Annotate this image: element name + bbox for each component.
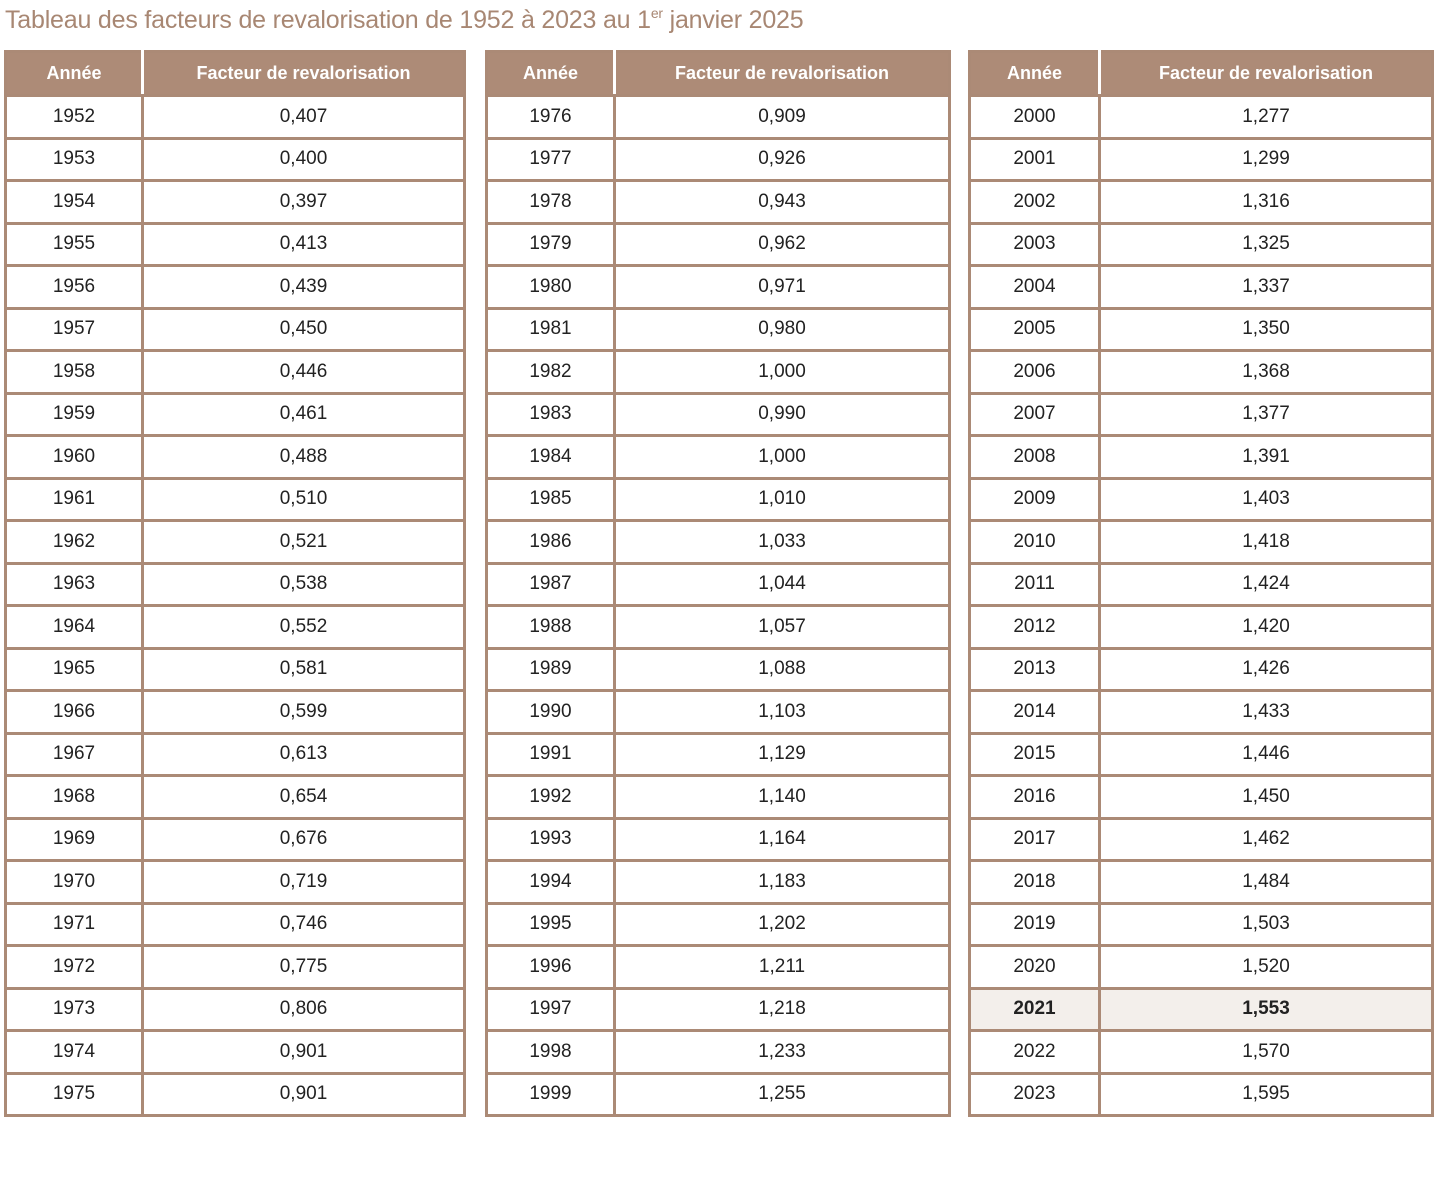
table-row (6, 96, 465, 139)
table-row (970, 988, 1433, 1031)
title-text-end: janvier 2025 (662, 6, 804, 34)
year-cell: 2018 (970, 861, 1100, 904)
year-cell: 1988 (487, 606, 615, 649)
table-row (6, 1073, 465, 1116)
year-cell: 2014 (970, 691, 1100, 734)
table-row (6, 351, 465, 394)
factor-cell: 0,413 (143, 223, 465, 266)
factor-cell: 0,510 (143, 478, 465, 521)
factor-cell: 0,806 (143, 988, 465, 1031)
year-cell: 1972 (6, 946, 143, 989)
year-cell: 2015 (970, 733, 1100, 776)
table-row (6, 308, 465, 351)
factor-cell: 1,233 (615, 1031, 950, 1074)
factor-cell: 0,407 (143, 96, 465, 139)
year-cell: 1958 (6, 351, 143, 394)
table-row (487, 351, 950, 394)
year-cell: 1963 (6, 563, 143, 606)
factor-cell: 1,570 (1100, 1031, 1433, 1074)
year-cell: 1954 (6, 181, 143, 224)
column-header-year: Année (487, 52, 615, 96)
year-cell: 2021 (970, 988, 1100, 1031)
table-row (970, 308, 1433, 351)
table-row (6, 818, 465, 861)
year-cell: 1978 (487, 181, 615, 224)
table-row (487, 691, 950, 734)
factor-cell: 1,337 (1100, 266, 1433, 309)
table-row (487, 1073, 950, 1116)
table-row (487, 946, 950, 989)
table-row (487, 861, 950, 904)
year-cell: 2011 (970, 563, 1100, 606)
year-cell: 2009 (970, 478, 1100, 521)
year-cell: 1998 (487, 1031, 615, 1074)
table-row (487, 181, 950, 224)
factor-cell: 1,424 (1100, 563, 1433, 606)
table-row (6, 1031, 465, 1074)
table-row (970, 266, 1433, 309)
year-cell: 1964 (6, 606, 143, 649)
table-row (6, 521, 465, 564)
year-cell: 1953 (6, 138, 143, 181)
year-cell: 1957 (6, 308, 143, 351)
factor-cell: 1,316 (1100, 181, 1433, 224)
factor-cell: 0,901 (143, 1073, 465, 1116)
factor-cell: 1,218 (615, 988, 950, 1031)
table-row (970, 946, 1433, 989)
factor-cell: 0,400 (143, 138, 465, 181)
year-cell: 1993 (487, 818, 615, 861)
year-cell: 1997 (487, 988, 615, 1031)
page-title (5, 6, 803, 35)
factor-cell: 0,581 (143, 648, 465, 691)
table-row (970, 436, 1433, 479)
table-row (970, 138, 1433, 181)
table-row (970, 1073, 1433, 1116)
title-superscript: er (650, 5, 663, 21)
table-row (6, 946, 465, 989)
factor-cell: 1,183 (615, 861, 950, 904)
year-cell: 1987 (487, 563, 615, 606)
factor-cell: 0,446 (143, 351, 465, 394)
table-row (487, 903, 950, 946)
factor-cell: 1,202 (615, 903, 950, 946)
factor-cell: 1,129 (615, 733, 950, 776)
factor-cell: 1,403 (1100, 478, 1433, 521)
table-row (6, 648, 465, 691)
year-cell: 2003 (970, 223, 1100, 266)
factor-cell: 1,446 (1100, 733, 1433, 776)
year-cell: 1980 (487, 266, 615, 309)
table-row (970, 903, 1433, 946)
table-row (6, 266, 465, 309)
table-row (6, 393, 465, 436)
factor-cell: 1,418 (1100, 521, 1433, 564)
table-row (487, 436, 950, 479)
table-row (6, 988, 465, 1031)
year-cell: 1995 (487, 903, 615, 946)
table-row (970, 478, 1433, 521)
factor-cell: 1,010 (615, 478, 950, 521)
factor-cell: 0,962 (615, 223, 950, 266)
table-row (487, 818, 950, 861)
factor-cell: 0,488 (143, 436, 465, 479)
factor-cell: 1,044 (615, 563, 950, 606)
year-cell: 1996 (487, 946, 615, 989)
factor-cell: 0,521 (143, 521, 465, 564)
factor-cell: 0,654 (143, 776, 465, 819)
factor-table-2 (485, 50, 951, 1117)
year-cell: 2005 (970, 308, 1100, 351)
table-row (6, 563, 465, 606)
year-cell: 1984 (487, 436, 615, 479)
factor-cell: 0,971 (615, 266, 950, 309)
factor-cell: 1,350 (1100, 308, 1433, 351)
year-cell: 1968 (6, 776, 143, 819)
factor-cell: 1,368 (1100, 351, 1433, 394)
year-cell: 2012 (970, 606, 1100, 649)
factor-cell: 0,461 (143, 393, 465, 436)
year-cell: 1959 (6, 393, 143, 436)
year-cell: 1970 (6, 861, 143, 904)
year-cell: 1981 (487, 308, 615, 351)
factor-cell: 0,775 (143, 946, 465, 989)
factor-cell: 0,676 (143, 818, 465, 861)
table-row (970, 223, 1433, 266)
table-row (6, 903, 465, 946)
year-cell: 1982 (487, 351, 615, 394)
factor-cell: 0,901 (143, 1031, 465, 1074)
factor-cell: 1,426 (1100, 648, 1433, 691)
year-cell: 2022 (970, 1031, 1100, 1074)
factor-cell: 0,943 (615, 181, 950, 224)
factor-cell: 0,552 (143, 606, 465, 649)
factor-cell: 1,211 (615, 946, 950, 989)
year-cell: 1969 (6, 818, 143, 861)
year-cell: 1962 (6, 521, 143, 564)
year-cell: 1979 (487, 223, 615, 266)
year-cell: 2004 (970, 266, 1100, 309)
year-cell: 1961 (6, 478, 143, 521)
table-row (970, 648, 1433, 691)
factor-cell: 0,980 (615, 308, 950, 351)
year-cell: 1967 (6, 733, 143, 776)
year-cell: 1976 (487, 96, 615, 139)
table-body (6, 96, 465, 1116)
factor-cell: 0,450 (143, 308, 465, 351)
factor-cell: 1,000 (615, 351, 950, 394)
table-row (487, 138, 950, 181)
table-row (487, 393, 950, 436)
year-cell: 2019 (970, 903, 1100, 946)
table-row (970, 563, 1433, 606)
table-row (970, 96, 1433, 139)
table-row (970, 691, 1433, 734)
table-row (6, 138, 465, 181)
table-row (487, 96, 950, 139)
table-row (6, 606, 465, 649)
factor-cell: 1,595 (1100, 1073, 1433, 1116)
column-header-factor: Facteur de revalorisation (143, 52, 465, 96)
factor-cell: 1,140 (615, 776, 950, 819)
year-cell: 2007 (970, 393, 1100, 436)
table-row (970, 861, 1433, 904)
year-cell: 2020 (970, 946, 1100, 989)
table-row (487, 521, 950, 564)
factor-cell: 1,000 (615, 436, 950, 479)
factor-table-1 (4, 50, 466, 1117)
factor-cell: 1,462 (1100, 818, 1433, 861)
year-cell: 2008 (970, 436, 1100, 479)
year-cell: 1956 (6, 266, 143, 309)
factor-cell: 1,033 (615, 521, 950, 564)
table-row (6, 691, 465, 734)
year-cell: 1989 (487, 648, 615, 691)
year-cell: 1977 (487, 138, 615, 181)
factor-cell: 1,325 (1100, 223, 1433, 266)
table-row (487, 733, 950, 776)
year-cell: 2013 (970, 648, 1100, 691)
year-cell: 1986 (487, 521, 615, 564)
table-row (970, 776, 1433, 819)
year-cell: 1990 (487, 691, 615, 734)
column-header-year: Année (6, 52, 143, 96)
year-cell: 1955 (6, 223, 143, 266)
year-cell: 1985 (487, 478, 615, 521)
table-row (487, 776, 950, 819)
table-row (487, 1031, 950, 1074)
factor-cell: 0,439 (143, 266, 465, 309)
table-row (6, 223, 465, 266)
table-row (487, 563, 950, 606)
factor-table-3 (968, 50, 1434, 1117)
table-row (487, 266, 950, 309)
factor-cell: 0,719 (143, 861, 465, 904)
table-header-row (6, 52, 465, 96)
factor-cell: 0,746 (143, 903, 465, 946)
year-cell: 1974 (6, 1031, 143, 1074)
table-row (6, 776, 465, 819)
table-row (6, 436, 465, 479)
table-row (970, 733, 1433, 776)
title-text: Tableau des facteurs de revalorisation de 1952 à 2023 au 1 (5, 6, 651, 34)
table-row (970, 393, 1433, 436)
table-row (487, 308, 950, 351)
factor-cell: 1,503 (1100, 903, 1433, 946)
year-cell: 1971 (6, 903, 143, 946)
year-cell: 1960 (6, 436, 143, 479)
factor-cell: 1,484 (1100, 861, 1433, 904)
table-row (487, 606, 950, 649)
factor-cell: 0,926 (615, 138, 950, 181)
table-row (6, 861, 465, 904)
factor-cell: 1,520 (1100, 946, 1433, 989)
column-header-year: Année (970, 52, 1100, 96)
factor-cell: 1,450 (1100, 776, 1433, 819)
factor-cell: 1,277 (1100, 96, 1433, 139)
year-cell: 1992 (487, 776, 615, 819)
table-row (487, 478, 950, 521)
factor-cell: 1,391 (1100, 436, 1433, 479)
factor-cell: 1,433 (1100, 691, 1433, 734)
table-row (970, 181, 1433, 224)
column-header-factor: Facteur de revalorisation (1100, 52, 1433, 96)
table-row (6, 181, 465, 224)
factor-cell: 0,538 (143, 563, 465, 606)
year-cell: 1965 (6, 648, 143, 691)
table-row (487, 648, 950, 691)
table-row (970, 521, 1433, 564)
factor-cell: 1,088 (615, 648, 950, 691)
year-cell: 1983 (487, 393, 615, 436)
year-cell: 2002 (970, 181, 1100, 224)
factor-cell: 1,377 (1100, 393, 1433, 436)
year-cell: 1994 (487, 861, 615, 904)
factor-cell: 0,613 (143, 733, 465, 776)
factor-cell: 1,299 (1100, 138, 1433, 181)
year-cell: 2023 (970, 1073, 1100, 1116)
table-header-row (970, 52, 1433, 96)
year-cell: 1999 (487, 1073, 615, 1116)
table-body (970, 96, 1433, 1116)
factor-cell: 1,420 (1100, 606, 1433, 649)
factor-cell: 0,599 (143, 691, 465, 734)
factor-cell: 0,990 (615, 393, 950, 436)
year-cell: 2001 (970, 138, 1100, 181)
year-cell: 2017 (970, 818, 1100, 861)
factor-cell: 1,057 (615, 606, 950, 649)
table-header-row (487, 52, 950, 96)
table-row (487, 223, 950, 266)
factor-cell: 0,397 (143, 181, 465, 224)
year-cell: 1973 (6, 988, 143, 1031)
table-row (6, 733, 465, 776)
column-header-factor: Facteur de revalorisation (615, 52, 950, 96)
year-cell: 2000 (970, 96, 1100, 139)
table-body (487, 96, 950, 1116)
factor-cell: 1,103 (615, 691, 950, 734)
table-row (970, 351, 1433, 394)
factor-cell: 0,909 (615, 96, 950, 139)
year-cell: 1952 (6, 96, 143, 139)
table-row (970, 606, 1433, 649)
year-cell: 1975 (6, 1073, 143, 1116)
year-cell: 2006 (970, 351, 1100, 394)
year-cell: 2010 (970, 521, 1100, 564)
factor-cell: 1,255 (615, 1073, 950, 1116)
table-row (970, 818, 1433, 861)
year-cell: 1966 (6, 691, 143, 734)
table-row (6, 478, 465, 521)
year-cell: 1991 (487, 733, 615, 776)
factor-cell: 1,164 (615, 818, 950, 861)
year-cell: 2016 (970, 776, 1100, 819)
factor-cell: 1,553 (1100, 988, 1433, 1031)
table-row (970, 1031, 1433, 1074)
table-row (487, 988, 950, 1031)
